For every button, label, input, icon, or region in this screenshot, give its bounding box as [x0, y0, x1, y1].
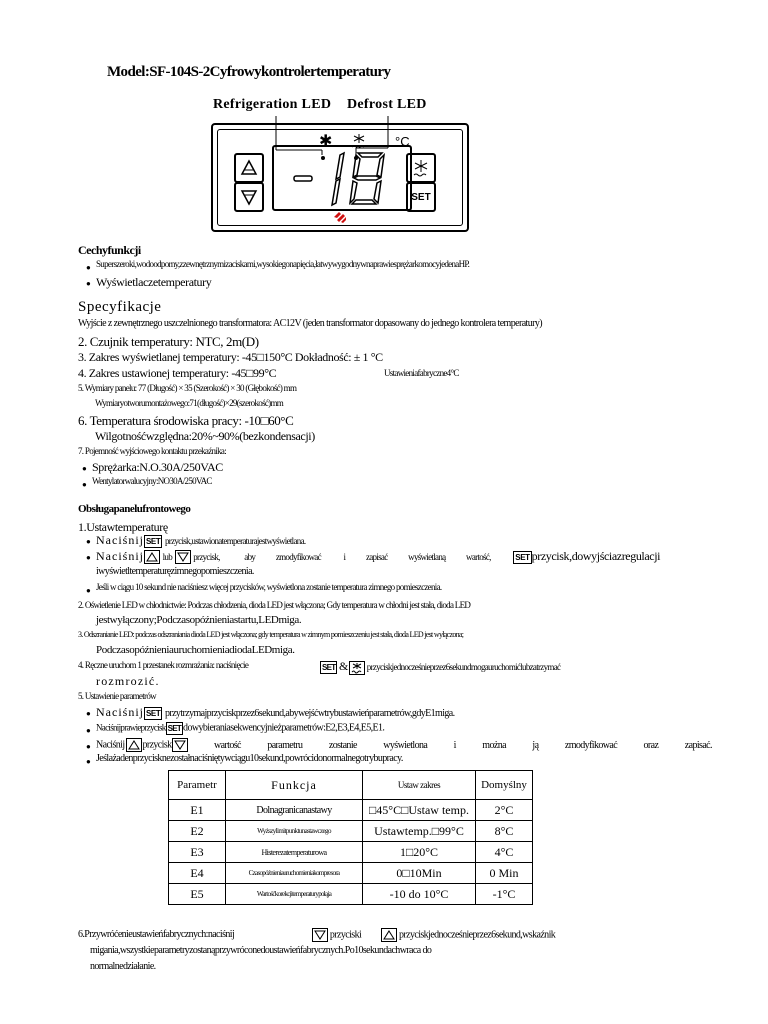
defrost-led-label: Defrost LED [347, 97, 427, 112]
down-arrow-icon [172, 738, 188, 752]
ops-bullet: ● Jeśli w ciągu 10 sekund nie naciśniesz więcej przycisków, wyświetlona zostanie temperatura zimnego pomieszczenia. [96, 582, 441, 592]
ops-step-keys: SET & przyciskjednocześnieprzez6sekundmogauruchomićlubzatrzymać [322, 659, 561, 673]
spec-relay-item: ● Wentylatorwalucyjny:NO30A/250VAC [92, 476, 212, 486]
feature-item: ● Wyświetlaczetemperatury [96, 275, 211, 290]
up-arrow-icon [144, 550, 160, 564]
spec-line: 2. Czujnik temperatury: NTC, 2m(D) [78, 334, 259, 349]
page-title: Model:SF-104S-2Cyfrowykontrolertemperatury [107, 64, 391, 80]
table-row: E5 Wartośćkorekcjitemperaturypołąja -10 do 10°C -1°C [169, 884, 533, 905]
spec-line: 7. Pojemność wyjściowego kontaktu przekaźnika: [78, 446, 227, 456]
ops-line: jestwyłączony;Podczasopóźnieniastartu,LEDmiga. [96, 614, 302, 626]
spec-line: Wilgotnośćwzględna:20%~90%(bezkondensacji) [95, 429, 315, 443]
ops-step-keys: przyciski przyciskjednocześnieprzez6sekund,wskaźnik [312, 928, 555, 942]
temperature-display [272, 145, 412, 211]
ops-step: 1.Ustawtemperaturę [78, 520, 168, 534]
table-header: Domyślny [476, 771, 533, 800]
snowflake-icon: ✱ [319, 133, 333, 150]
ops-line: PodczasopóźnieniauruchomieniadiodaLEDmiga. [96, 644, 295, 656]
table-row: E2 Wyższylimitpunktunastawczego Ustawtemp.□99°C 8°C [169, 821, 533, 842]
up-arrow-icon [240, 159, 258, 177]
down-arrow-icon [175, 550, 191, 564]
table-row: E1 Dolnagranicanastawy □45°C□Ustaw temp. 2°C [169, 800, 533, 821]
down-arrow-icon [240, 188, 258, 206]
table-header-row [169, 771, 533, 800]
ops-bullet: ● Naciśnijprawieprzycisk SET dowybieraniasekwencyjnieżparametrów:E2,E3,E4,E5,E1. [96, 722, 384, 735]
ops-line: iwyświetltemperaturęzimnegopomieszczenia. [96, 566, 254, 577]
defrost-indicator-icon [350, 133, 368, 154]
defrost-key-icon [349, 661, 365, 675]
ops-step: 2. Oświetlenie LED w chłodnictwie: Podczas chłodzenia, dioda LED jest włączona; Gdy temperatura w chłodni jest stała, dioda LED [78, 600, 471, 610]
ops-bullet: ● Naciśnij SET przycisk,ustawionatemperaturajestwyświetlana. [96, 533, 305, 548]
spec-line: Wymiaryotworumontażowego:71(długość)×29(szerokość)mm [95, 398, 284, 408]
set-key-icon: SET [167, 724, 182, 733]
set-button-label: SET [411, 191, 431, 203]
features-heading: Cechyfunkcji [78, 243, 141, 257]
ops-heading: Obsługapanelufrontowego [78, 503, 191, 515]
ops-line: migania,wszystkieparametryzostanąprzywróconedoustawieńfabrycznych.Po10sekundachwraca do [90, 945, 432, 956]
table-row: E3 Histerezatemperaturowa 1□20°C 4°C [169, 842, 533, 863]
table-header: Ustaw zakres [363, 771, 476, 800]
controller-panel [211, 123, 469, 232]
up-arrow-icon [126, 738, 142, 752]
up-arrow-icon [381, 928, 397, 942]
spec-line: 4. Zakres ustawionej temperatury: -45□99°C [78, 366, 277, 380]
defrost-led [354, 156, 358, 160]
ops-step: 6.Przywróćenieustawieńfabrycznych:naciśnij [78, 929, 235, 940]
ops-bullet: ● Naciśnij przycisk wartość parametru zostanie wyświetlona i można ją zmodyfikować oraz zapisać. [96, 738, 712, 752]
set-key-icon: SET [322, 663, 336, 673]
up-button[interactable] [234, 153, 264, 183]
spec-line: Wyjście z zewnętrznego uszczelnionego transformatora: AC12V (jeden transformator dopasowany do jednego kontrolera temperatury) [78, 318, 542, 329]
parameter-table [168, 770, 533, 905]
factory-default-note: Ustawieniafabryczne4°C [384, 368, 459, 378]
ops-bullet: ● Naciśnij SET przytrzymajprzyciskprzez6sekund,abywejśćwtrybustawieńparametrów,gdyE1miga. [96, 705, 455, 720]
ops-step: 3. Odszranianie LED: podczas odszraniania dioda LED jest włączona; gdy temperatura w zimnym pomieszczeniu jest stała, dioda LED jest wyłączona; [78, 630, 464, 639]
seven-segment-readout [274, 147, 410, 209]
refrigeration-led [321, 156, 325, 160]
table-header: Parametr [169, 771, 226, 800]
spec-line: 5. Wymiary panelu: 77 (Długość) × 35 (Szerokość) × 30 (Głębokość) mm [78, 383, 297, 393]
ops-bullet: ● Jeślażadenprzycisknezostałnaciśniętywciągu10sekund,powrócidonormalnegotrybupracy. [96, 753, 403, 764]
celsius-unit: °C [395, 134, 410, 149]
brand-logo-icon [333, 211, 347, 223]
table-header: Funkcja [226, 771, 363, 800]
defrost-icon [411, 158, 431, 178]
spec-relay-item: ● Sprężarka:N.O.30A/250VAC [92, 460, 223, 475]
set-key-icon: SET [146, 536, 161, 546]
set-key-icon: SET [146, 708, 161, 718]
ops-line: rozmrozić. [96, 674, 160, 688]
feature-item: ● Superszeroki,wodoodporny,zzewnętrznymizaciskami,wysokiegonapięcia,łatwywygodnywnaprawiesprężarkomocyjedenaHP. [96, 259, 469, 269]
refrigeration-led-label: Refrigeration LED [213, 97, 332, 112]
ops-line: normalnedziałanie. [90, 961, 156, 972]
ops-bullet: ● Naciśnij lub przycisk, aby zmodyfikować i zapisać wyświetlaną wartość, SET przycisk,dowyjściazregulacji [96, 549, 646, 564]
down-button[interactable] [234, 182, 264, 212]
ops-step: 5. Ustawienie parametrów [78, 691, 156, 701]
specs-heading: Specyfikacje [78, 299, 162, 315]
set-key-icon: SET [515, 552, 530, 562]
down-arrow-icon [312, 928, 328, 942]
spec-line: 6. Temperatura środowiska pracy: -10□60°C [78, 413, 294, 428]
table-row: E4 Czasopóźnieniauruchomieniakompresora 0□10Min 0 Min [169, 863, 533, 884]
spec-line: 3. Zakres wyświetlanej temperatury: -45□150°C Dokładność: ± 1 °C [78, 350, 383, 364]
ops-step: 4. Ręczne uruchom 1 przestanek rozmrażania: naciśnięcie [78, 660, 249, 670]
